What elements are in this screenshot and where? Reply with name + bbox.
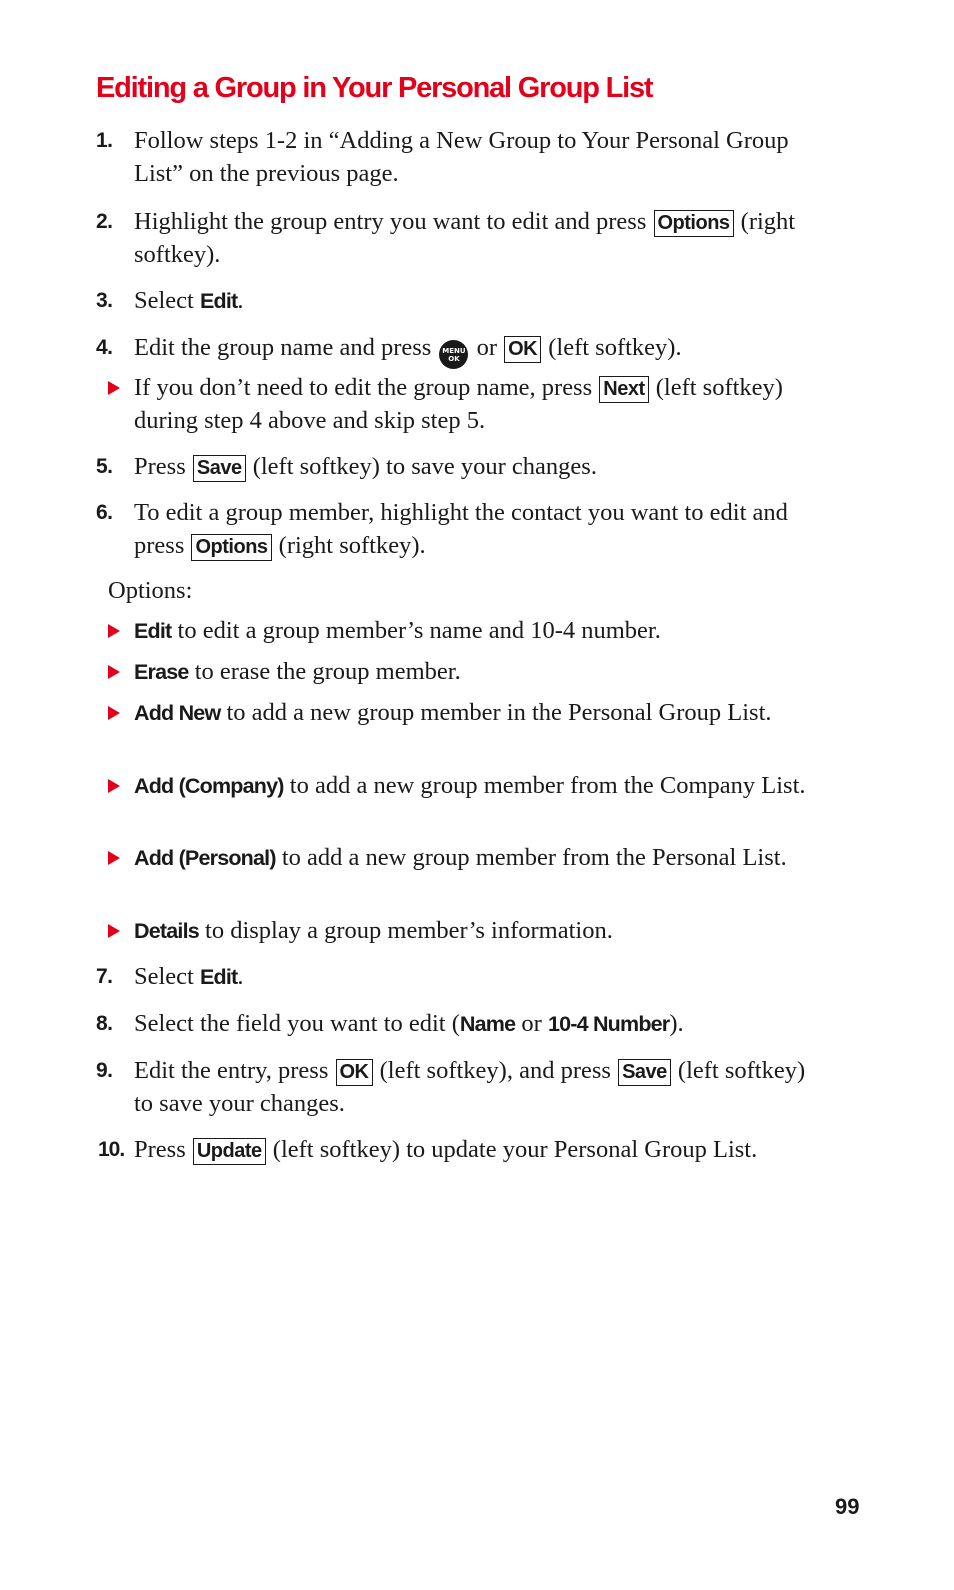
options-softkey: Options xyxy=(654,210,734,237)
option-keyword: Add (Personal) xyxy=(134,846,276,870)
option-details xyxy=(134,914,824,948)
option-text: to add a new group member from the Personal List. xyxy=(275,844,787,871)
option-text: to edit a group member’s name and 10-4 number. xyxy=(171,617,661,644)
options-softkey: Options xyxy=(191,534,271,561)
step-number: 9. xyxy=(96,1059,113,1082)
step-number: 3. xyxy=(96,289,113,312)
step-text: (left softkey). xyxy=(542,334,682,361)
edit-keyword: Edit xyxy=(200,289,238,313)
bullet-triangle-icon xyxy=(108,779,120,793)
step-text: (right softkey). xyxy=(272,532,426,559)
step-3 xyxy=(96,284,824,318)
next-softkey: Next xyxy=(599,376,648,403)
step-text: . xyxy=(237,287,244,314)
step-text: Select xyxy=(134,963,200,990)
step-10 xyxy=(98,1133,824,1166)
bullet-triangle-icon xyxy=(108,924,120,938)
step-2 xyxy=(96,205,824,271)
menu-icon-label: MENU xyxy=(442,347,466,355)
tip-text: (left softkey) during step 4 above and skip step 5. xyxy=(134,374,783,434)
edit-keyword: Edit xyxy=(200,965,238,989)
step-text: Highlight the group entry you want to edit and press xyxy=(134,208,653,235)
step-text: or xyxy=(470,334,504,361)
option-add-new xyxy=(134,696,824,730)
ok-softkey: OK xyxy=(336,1059,373,1086)
option-text: to erase the group member. xyxy=(188,658,461,685)
bullet-triangle-icon xyxy=(108,706,120,720)
save-softkey: Save xyxy=(193,455,246,482)
step-text: Press xyxy=(134,453,192,480)
option-keyword: Add (Company) xyxy=(134,774,284,798)
step-number: 8. xyxy=(96,1012,113,1035)
step-text: Edit the group name and press xyxy=(134,334,438,361)
step-1 xyxy=(96,124,824,190)
step-8 xyxy=(96,1007,824,1041)
name-keyword: Name xyxy=(459,1012,516,1036)
step-text: Press xyxy=(134,1136,192,1163)
step-number: 7. xyxy=(96,965,113,988)
option-add-personal xyxy=(134,841,824,875)
option-text: to add a new group member in the Personal Group List. xyxy=(220,699,772,726)
update-softkey: Update xyxy=(193,1138,266,1165)
option-edit xyxy=(134,614,824,648)
option-text: to display a group member’s information. xyxy=(198,917,613,944)
option-keyword: Erase xyxy=(134,660,189,684)
page-number: 99 xyxy=(835,1494,860,1519)
option-add-company xyxy=(134,769,824,803)
step-text: Select xyxy=(134,287,200,314)
bullet-triangle-icon xyxy=(108,381,120,395)
ok-softkey: OK xyxy=(504,336,541,363)
option-keyword: Details xyxy=(134,919,199,943)
step-text: (left softkey) to save your changes. xyxy=(246,453,597,480)
option-keyword: Add New xyxy=(134,701,221,725)
step-text: To edit a group member, highlight the contact you want to edit and press xyxy=(134,499,788,559)
option-erase xyxy=(134,655,824,689)
step-text: Select the field you want to edit ( xyxy=(134,1010,460,1037)
step-text: (left softkey), and press xyxy=(373,1057,618,1084)
step-number: 6. xyxy=(96,501,113,524)
step-number: 5. xyxy=(96,455,113,478)
step-5 xyxy=(96,450,824,483)
menu-ok-button-icon xyxy=(439,340,468,369)
options-label: Options: xyxy=(108,577,193,604)
step-4-tip xyxy=(134,371,824,437)
bullet-triangle-icon xyxy=(108,624,120,638)
step-text: ). xyxy=(669,1010,684,1037)
tip-text: If you don’t need to edit the group name, press xyxy=(134,374,599,401)
step-number: 4. xyxy=(96,336,113,359)
step-text: (left softkey) to save your changes. xyxy=(134,1057,806,1117)
number-keyword: 10-4 Number xyxy=(547,1012,670,1036)
step-6 xyxy=(96,496,824,562)
step-text: (left softkey) to update your Personal Group List. xyxy=(266,1136,758,1163)
step-9 xyxy=(96,1054,824,1120)
ok-icon-label: OK xyxy=(448,355,460,363)
save-softkey: Save xyxy=(618,1059,671,1086)
step-7 xyxy=(96,960,824,994)
page-title: Editing a Group in Your Personal Group List xyxy=(96,72,653,104)
step-number: 1. xyxy=(96,129,113,152)
step-number: 10. xyxy=(98,1138,125,1161)
bullet-triangle-icon xyxy=(108,851,120,865)
step-text: (right softkey). xyxy=(134,208,796,268)
step-text: Follow steps 1-2 in “Adding a New Group to Your Personal Group List” on the previous page. xyxy=(134,127,789,187)
option-keyword: Edit xyxy=(134,619,172,643)
bullet-triangle-icon xyxy=(108,665,120,679)
step-text: or xyxy=(515,1010,548,1037)
option-text: to add a new group member from the Company List. xyxy=(283,772,806,799)
step-4 xyxy=(96,331,824,369)
step-text: Edit the entry, press xyxy=(134,1057,335,1084)
step-number: 2. xyxy=(96,210,113,233)
step-text: . xyxy=(237,963,244,990)
